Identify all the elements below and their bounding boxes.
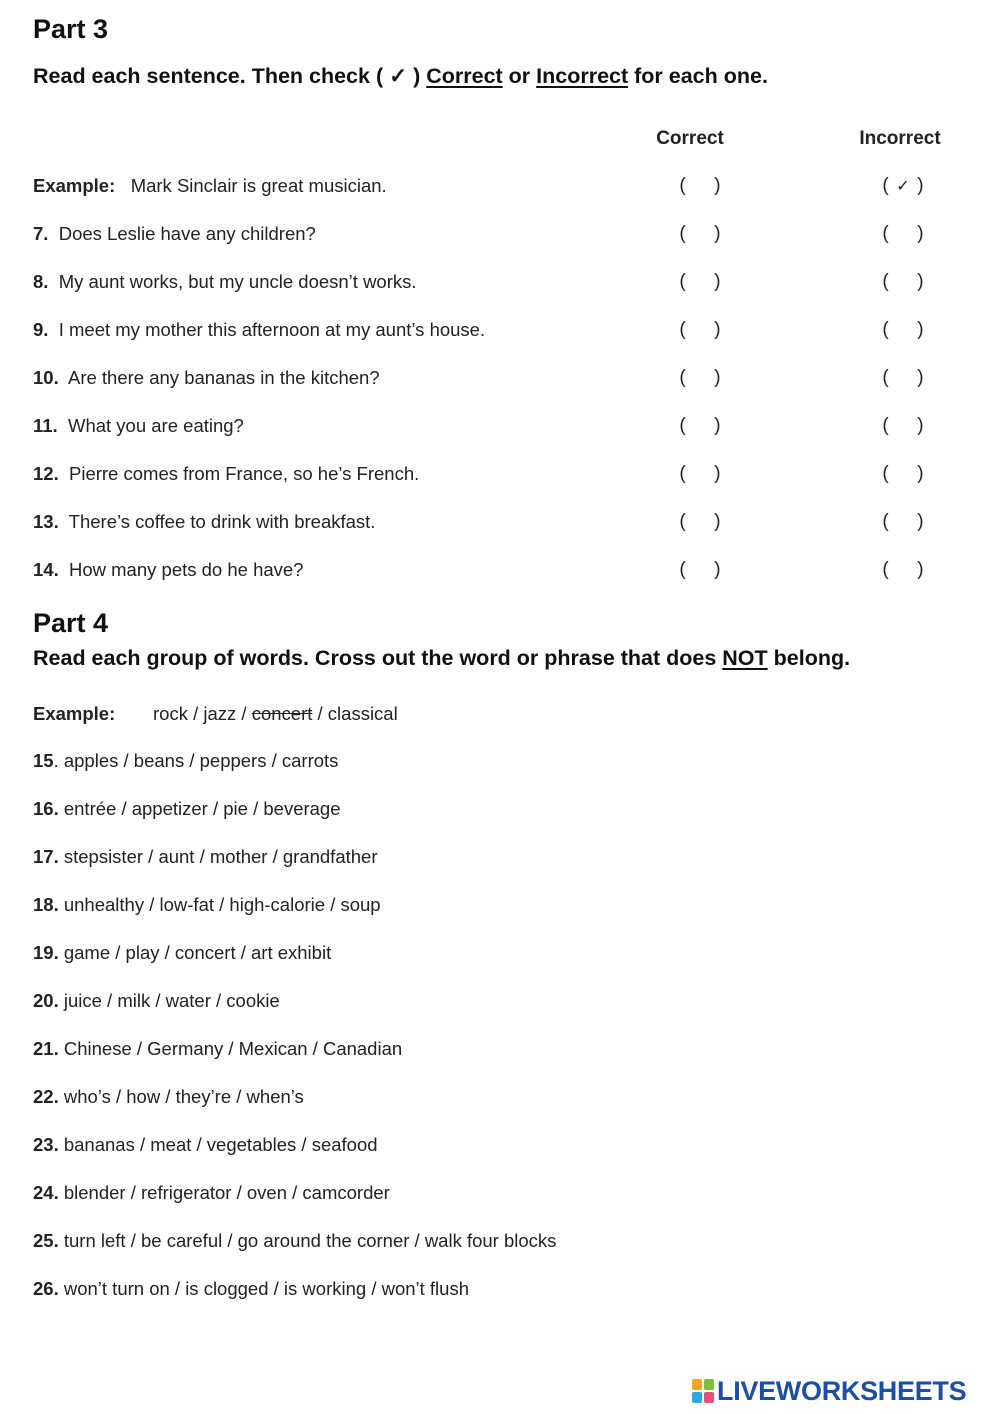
incorrect-checkbox[interactable]: ( ): [882, 319, 924, 340]
incorrect-checkbox[interactable]: ( ): [882, 223, 924, 244]
part3-heading: Part 3: [33, 14, 109, 44]
item-number: 14.: [33, 559, 59, 580]
word-group-row: [33, 1278, 469, 1300]
sentence-row: [33, 319, 973, 349]
word-group-row: [33, 1182, 390, 1204]
item-number: 22.: [33, 1086, 59, 1107]
logo-tile-4: [704, 1392, 714, 1403]
correct-checkbox[interactable]: ( ): [679, 319, 721, 340]
sentence-text: There’s coffee to drink with breakfast.: [68, 511, 376, 532]
item-number: 26.: [33, 1278, 59, 1299]
item-number: 12.: [33, 463, 59, 484]
logo-tile-1: [692, 1379, 702, 1390]
sentence-text: Pierre comes from France, so he’s French.: [69, 463, 420, 484]
item-number: 9.: [33, 319, 49, 340]
example-row: Example: Mark Sinclair is great musician. ( ) ( ✓ ): [33, 175, 973, 205]
incorrect-checkbox[interactable]: ( ): [882, 367, 924, 388]
word-group-row: [33, 1230, 556, 1252]
logo-icon: [692, 1379, 714, 1403]
sentence-text: I meet my mother this afternoon at my aunt’s house.: [58, 319, 486, 340]
part4-instructions: Read each group of words. Cross out the word or phrase that does NOT belong.: [33, 646, 851, 670]
correct-checkbox[interactable]: ( ): [679, 271, 721, 292]
item-number: 21.: [33, 1038, 59, 1059]
correct-checkbox[interactable]: ( ): [679, 463, 721, 484]
part4-example-row: Example: rock / jazz / concert / classical: [33, 703, 398, 724]
incorrect-checkbox[interactable]: ( ): [882, 559, 924, 580]
word-group-text[interactable]: stepsister / aunt / mother / grandfather: [58, 846, 378, 867]
item-number: 19.: [33, 942, 59, 963]
word-group-text[interactable]: game / play / concert / art exhibit: [58, 942, 332, 963]
sentence-text: My aunt works, but my uncle doesn’t works.: [58, 271, 417, 292]
logo-tile-2: [704, 1379, 714, 1390]
word-group-text[interactable]: turn left / be careful / go around the corner / walk four blocks: [58, 1230, 557, 1251]
example-incorrect-checkbox[interactable]: ( ✓ ): [882, 175, 924, 196]
item-number: 24.: [33, 1182, 59, 1203]
column-header-incorrect: Incorrect: [859, 128, 941, 149]
item-number: 16.: [33, 798, 59, 819]
word-group-row: [33, 1038, 402, 1060]
sentence-row: [33, 271, 973, 301]
logo-tile-3: [692, 1392, 702, 1403]
sentence-text: What you are eating?: [67, 415, 244, 436]
item-number: 25.: [33, 1230, 59, 1251]
item-number: 15: [33, 750, 54, 771]
word-group-row: [33, 894, 381, 916]
incorrect-checkbox[interactable]: ( ): [882, 511, 924, 532]
item-number: 17.: [33, 846, 59, 867]
item-number: 8.: [33, 271, 49, 292]
word-group-text[interactable]: entrée / appetizer / pie / beverage: [58, 798, 341, 819]
incorrect-checkbox[interactable]: ( ): [882, 415, 924, 436]
word-group-text[interactable]: who’s / how / they’re / when’s: [58, 1086, 304, 1107]
correct-checkbox[interactable]: ( ): [679, 367, 721, 388]
incorrect-checkbox[interactable]: ( ): [882, 271, 924, 292]
correct-checkbox[interactable]: ( ): [679, 559, 721, 580]
sentence-text: Are there any bananas in the kitchen?: [67, 367, 380, 388]
liveworksheets-logo: LIVEWORKSHEETS: [692, 1374, 966, 1408]
sentence-row: [33, 463, 973, 493]
word-group-text[interactable]: won’t turn on / is clogged / is working / won’t flush: [58, 1278, 469, 1299]
item-number: 13.: [33, 511, 59, 532]
word-group-text[interactable]: unhealthy / low-fat / high-calorie / soup: [58, 894, 381, 915]
part3-instructions: Read each sentence. Then check ( ✓ ) Correct or Incorrect for each one.: [33, 64, 768, 88]
item-number: 10.: [33, 367, 59, 388]
word-group-text[interactable]: . apples / beans / peppers / carrots: [53, 750, 339, 771]
correct-checkbox[interactable]: ( ): [679, 415, 721, 436]
sentence-row: [33, 511, 973, 541]
word-group-row: [33, 846, 378, 868]
sentence-text: How many pets do he have?: [69, 559, 304, 580]
item-number: 23.: [33, 1134, 59, 1155]
correct-checkbox[interactable]: ( ): [679, 223, 721, 244]
item-number: 7.: [33, 223, 49, 244]
word-group-row: [33, 1134, 378, 1156]
word-group-text[interactable]: juice / milk / water / cookie: [58, 990, 280, 1011]
word-group-text[interactable]: bananas / meat / vegetables / seafood: [58, 1134, 378, 1155]
example-correct-checkbox[interactable]: ( ): [679, 175, 721, 196]
column-header-correct: Correct: [656, 128, 724, 149]
word-group-text[interactable]: Chinese / Germany / Mexican / Canadian: [58, 1038, 403, 1059]
sentence-row: [33, 559, 973, 589]
word-group-row: [33, 798, 341, 820]
incorrect-checkbox[interactable]: ( ): [882, 463, 924, 484]
item-number: 11.: [33, 415, 58, 436]
sentence-text: Does Leslie have any children?: [58, 223, 316, 244]
item-number: 18.: [33, 894, 59, 915]
part4-heading: Part 4: [33, 608, 109, 638]
sentence-row: [33, 223, 973, 253]
word-group-row: [33, 1086, 304, 1108]
item-number: 20.: [33, 990, 59, 1011]
sentence-row: [33, 415, 973, 445]
correct-checkbox[interactable]: ( ): [679, 511, 721, 532]
sentence-row: [33, 367, 973, 397]
word-group-row: [33, 942, 331, 964]
word-group-row: [33, 750, 338, 772]
example-sentence: Mark Sinclair is great musician.: [130, 175, 387, 196]
word-group-row: [33, 990, 280, 1012]
crossed-out-word: concert: [251, 703, 313, 724]
word-group-text[interactable]: blender / refrigerator / oven / camcorder: [58, 1182, 390, 1203]
